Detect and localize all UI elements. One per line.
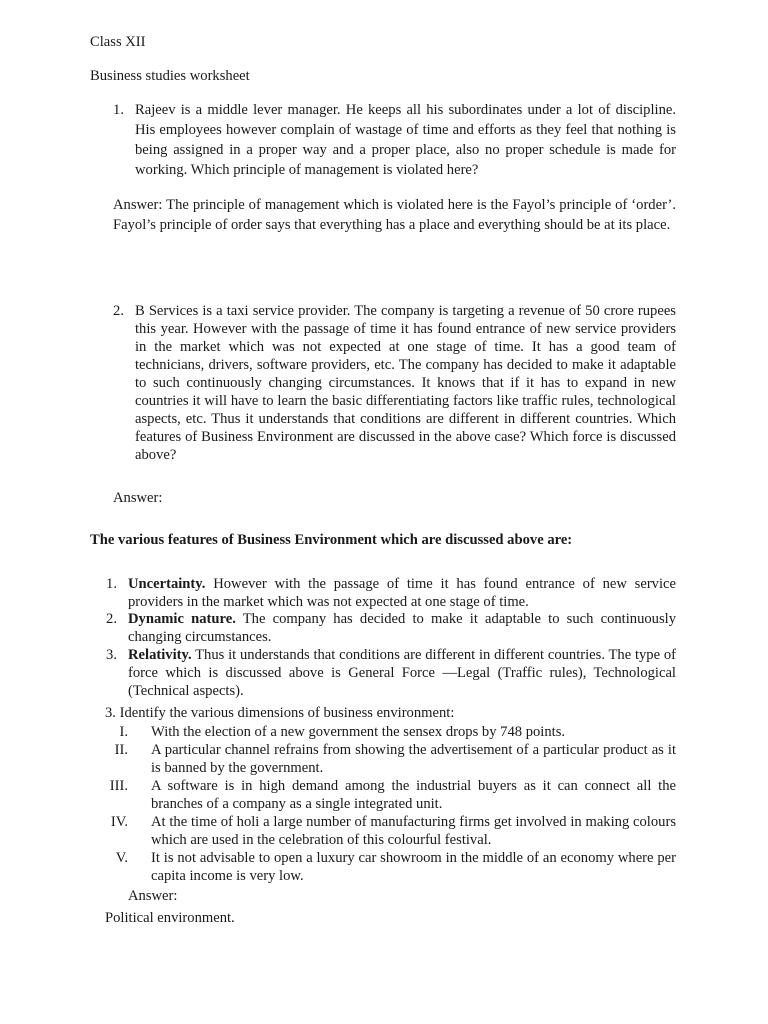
q2-number: 2.	[113, 303, 124, 319]
feature-1	[128, 575, 676, 611]
q2-answer-label: Answer:	[113, 490, 163, 506]
feature-2-title: Dynamic nature.	[128, 611, 236, 627]
q3-item-3: A software is in high demand among the industrial buyers as it can connect all the branches of a company as a single integrated unit.	[151, 778, 676, 812]
class-label: Class XII	[90, 34, 146, 50]
feature-3-title: Relativity.	[128, 647, 192, 663]
q1-question: Rajeev is a middle lever manager. He keeps all his subordinates under a lot of discipline. His employees however complain of wastage of time and efforts as they feel that nothing is being assigned in a proper way and a proper place, also no proper schedule is made for working. Which principle of management is violated here?	[135, 102, 676, 178]
q3-item-2-number: II.	[114, 742, 128, 758]
feature-2-text: The company has decided to make it adaptable to such continuously changing circumstances.	[128, 611, 676, 645]
q3-item-5-number: V.	[115, 850, 128, 866]
feature-1-number: 1.	[106, 576, 117, 592]
worksheet-title: Business studies worksheet	[90, 68, 250, 84]
q3-question: 3. Identify the various dimensions of business environment:	[105, 705, 455, 721]
q3-answer-first: Political environment.	[105, 910, 235, 926]
q3-item-4-number: IV.	[110, 814, 128, 830]
feature-1-text: However with the passage of time it has found entrance of new service providers in the market which was not expected at one stage of time.	[128, 576, 676, 610]
feature-1-title: Uncertainty.	[128, 576, 206, 592]
feature-2-number: 2.	[106, 611, 117, 627]
feature-2	[128, 610, 676, 646]
q3-item-5: It is not advisable to open a luxury car showroom in the middle of an economy where per capita income is very low.	[151, 850, 676, 884]
q2-question: B Services is a taxi service provider. The company is targeting a revenue of 50 crore rupees this year. However with the passage of time it has found entrance of new service providers in the market which was not expected at one stage of time. It has a good team of technicians, drivers, software providers, etc. The company has decided to make it adaptable to such continuously changing circumstances. It knows that if it has to expand in new countries it will have to learn the basic differentiating factors like traffic rules, technological aspects, etc. Thus it understands that conditions are different in different countries. Which features of Business Environment are discussed in the above case? Which force is discussed above?	[135, 303, 676, 463]
feature-3-text: Thus it understands that conditions are different in different countries. The type of force which is discussed above is General Force —Legal (Traffic rules), Technological (Technical aspects).	[128, 647, 676, 699]
q3-item-4: At the time of holi a large number of manufacturing firms get involved in making colours which are used in the celebration of this colourful festival.	[151, 814, 676, 848]
feature-3	[128, 646, 676, 700]
q1-number: 1.	[113, 102, 124, 118]
q3-item-1: With the election of a new government the sensex drops by 748 points.	[151, 724, 566, 740]
features-heading: The various features of Business Environment which are discussed above are:	[90, 532, 573, 548]
q3-item-1-number: I.	[119, 724, 128, 740]
q3-item-3-number: III.	[109, 778, 128, 794]
q3-answer-label: Answer:	[128, 888, 178, 904]
q3-item-2: A particular channel refrains from showing the advertisement of a particular product as it is banned by the government.	[151, 742, 676, 776]
q1-answer: Answer: The principle of management which is violated here is the Fayol’s principle of ‘order’. Fayol’s principle of order says that everything has a place and everything should be at its place.	[113, 197, 676, 233]
feature-3-number: 3.	[106, 647, 117, 663]
